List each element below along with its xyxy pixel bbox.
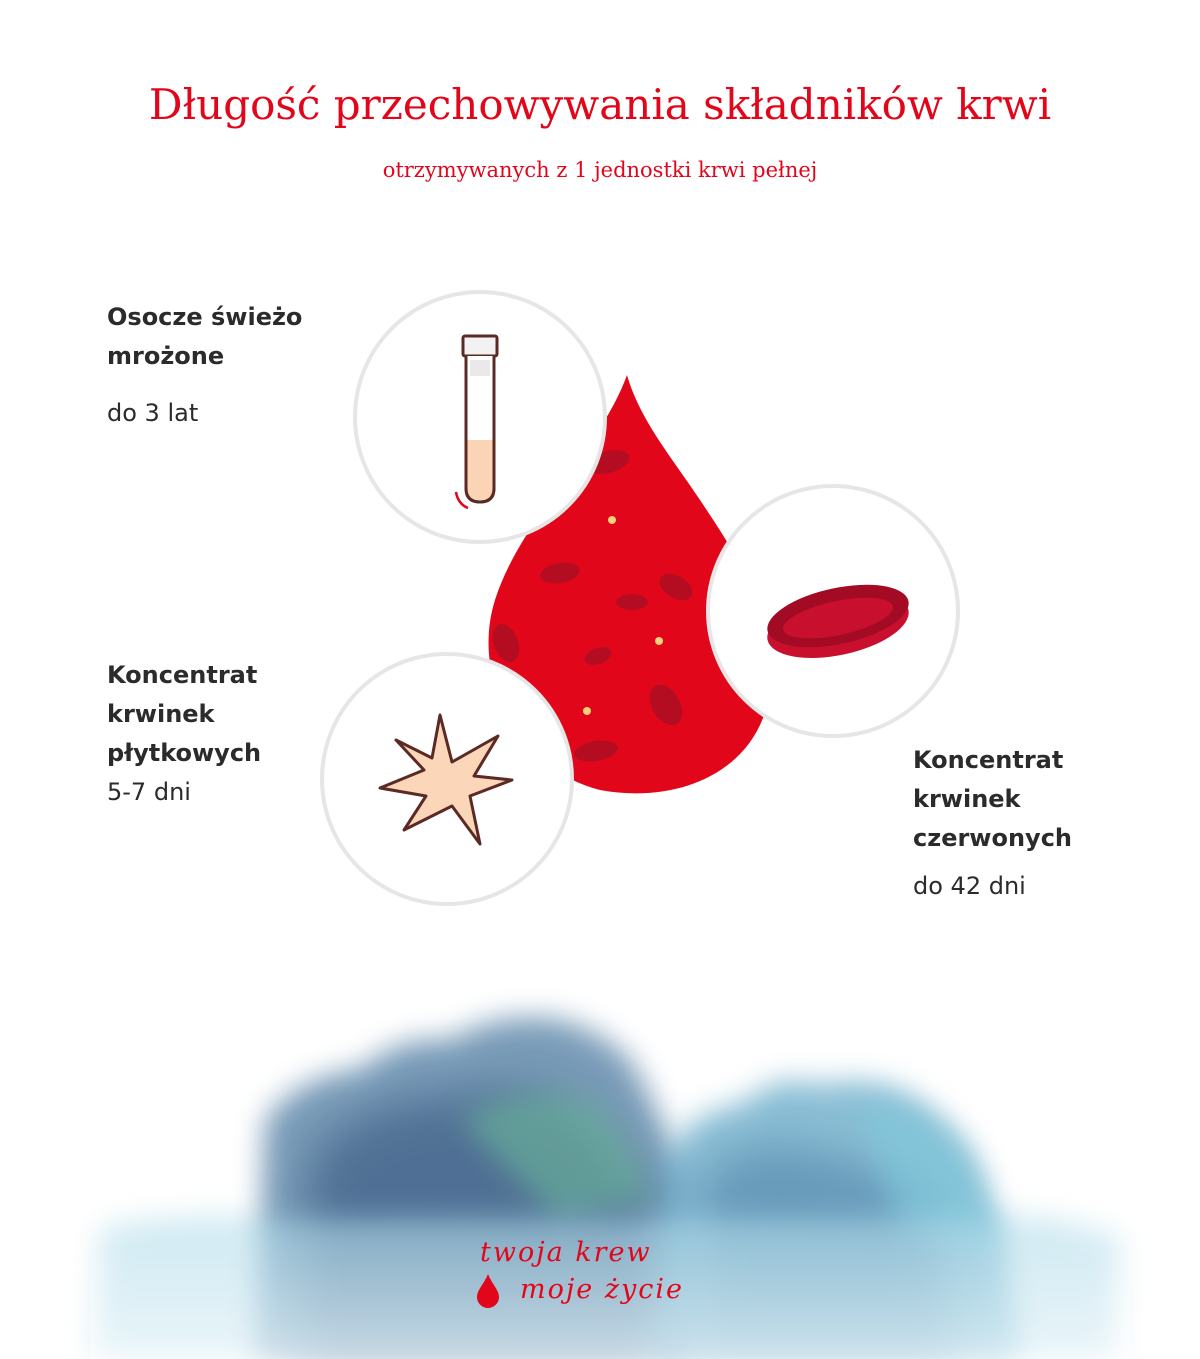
plasma-name-line1: Osocze świeżo: [107, 303, 303, 331]
logo-line2: moje życie: [520, 1274, 685, 1305]
plasma-label: [107, 298, 302, 433]
red-cells-label: [913, 741, 1072, 906]
red-cells-name-line1: Koncentrat: [913, 746, 1064, 774]
platelets-label: [107, 656, 261, 812]
red-cells-name-line3: czerwonych: [913, 824, 1073, 852]
platelets-name-line2: krwinek: [107, 700, 215, 728]
red-cells-duration: do 42 dni: [913, 872, 1026, 900]
page-title: Długość przechowywania składników krwi: [148, 80, 1052, 129]
platelets-name-line3: płytkowych: [107, 739, 262, 767]
plasma-name-line2: mrożone: [107, 342, 225, 370]
platelets-duration: 5-7 dni: [107, 778, 191, 806]
red-cells-name-line2: krwinek: [913, 785, 1021, 813]
logo-line1: twoja krew: [480, 1237, 652, 1268]
page-subtitle: otrzymywanych z 1 jednostki krwi pełnej: [382, 158, 818, 182]
plasma-duration: do 3 lat: [107, 399, 199, 427]
platelets-name-line1: Koncentrat: [107, 661, 258, 689]
logo-drop-icon: [477, 1274, 499, 1308]
